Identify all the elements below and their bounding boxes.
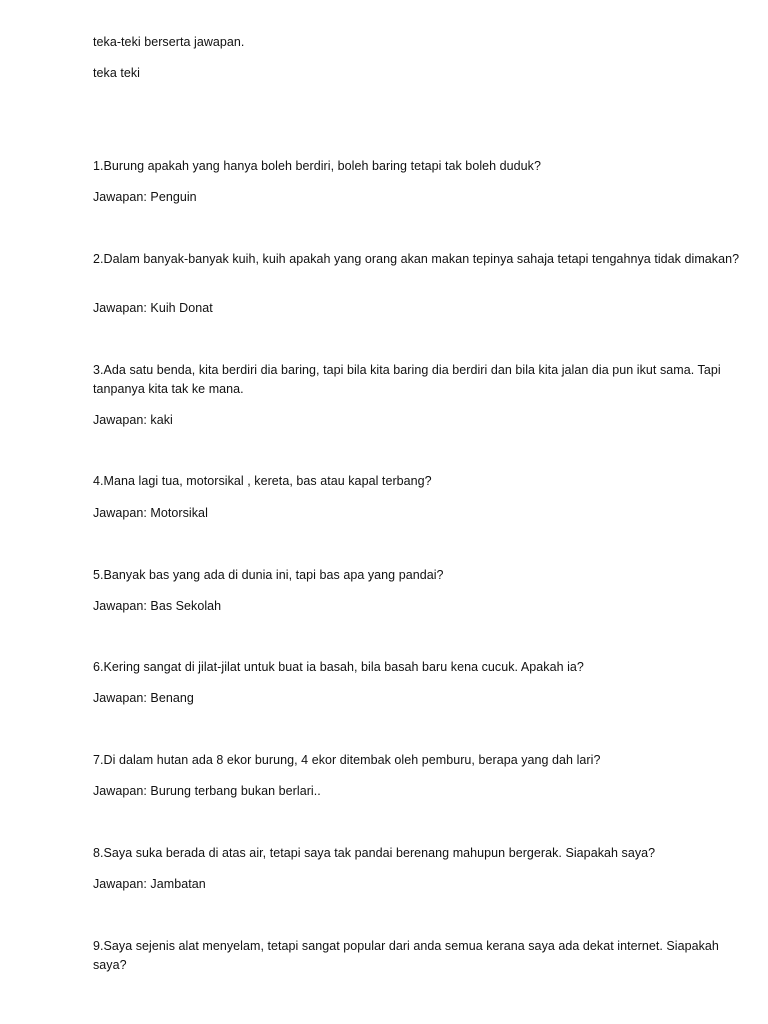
riddle-answer-8: Jawapan: Jambatan xyxy=(93,877,206,891)
riddle-question-6: 6.Kering sangat di jilat-jilat untuk buat ia basah, bila basah baru kena cucuk. Apakah ia? xyxy=(93,660,584,674)
riddle-answer-2: Jawapan: Kuih Donat xyxy=(93,301,213,315)
riddle-question-7: 7.Di dalam hutan ada 8 ekor burung, 4 ekor ditembak oleh pemburu, berapa yang dah lari? xyxy=(93,753,601,767)
document-subheading: teka teki xyxy=(93,66,141,80)
riddle-question-5: 5.Banyak bas yang ada di dunia ini, tapi bas apa yang pandai? xyxy=(93,568,444,582)
riddle-answer-5: Jawapan: Bas Sekolah xyxy=(93,599,222,613)
riddle-question-9: 9.Saya sejenis alat menyelam, tetapi sangat popular dari anda semua kerana saya ada dekat internet. Siapakah saya? xyxy=(93,939,719,972)
riddle-question-8: 8.Saya suka berada di atas air, tetapi saya tak pandai berenang mahupun bergerak. Siapakah saya? xyxy=(93,846,656,860)
riddle-answer-1: Jawapan: Penguin xyxy=(93,190,197,204)
document-heading: teka-teki berserta jawapan. xyxy=(93,35,245,49)
riddle-answer-7: Jawapan: Burung terbang bukan berlari.. xyxy=(93,784,321,798)
riddle-question-2: 2.Dalam banyak-banyak kuih, kuih apakah yang orang akan makan tepinya sahaja tetapi tengahnya tidak dimakan? xyxy=(93,252,740,266)
riddle-answer-4: Jawapan: Motorsikal xyxy=(93,506,208,520)
riddle-answer-6: Jawapan: Benang xyxy=(93,691,194,705)
riddle-question-4: 4.Mana lagi tua, motorsikal , kereta, bas atau kapal terbang? xyxy=(93,474,432,488)
riddle-question-3: 3.Ada satu benda, kita berdiri dia baring, tapi bila kita baring dia berdiri dan bila kita jalan dia pun ikut sama. Tapi tanpanya kita tak ke mana. xyxy=(93,363,721,396)
riddle-answer-3: Jawapan: kaki xyxy=(93,413,173,427)
riddle-question-1: 1.Burung apakah yang hanya boleh berdiri, boleh baring tetapi tak boleh duduk? xyxy=(93,159,541,173)
